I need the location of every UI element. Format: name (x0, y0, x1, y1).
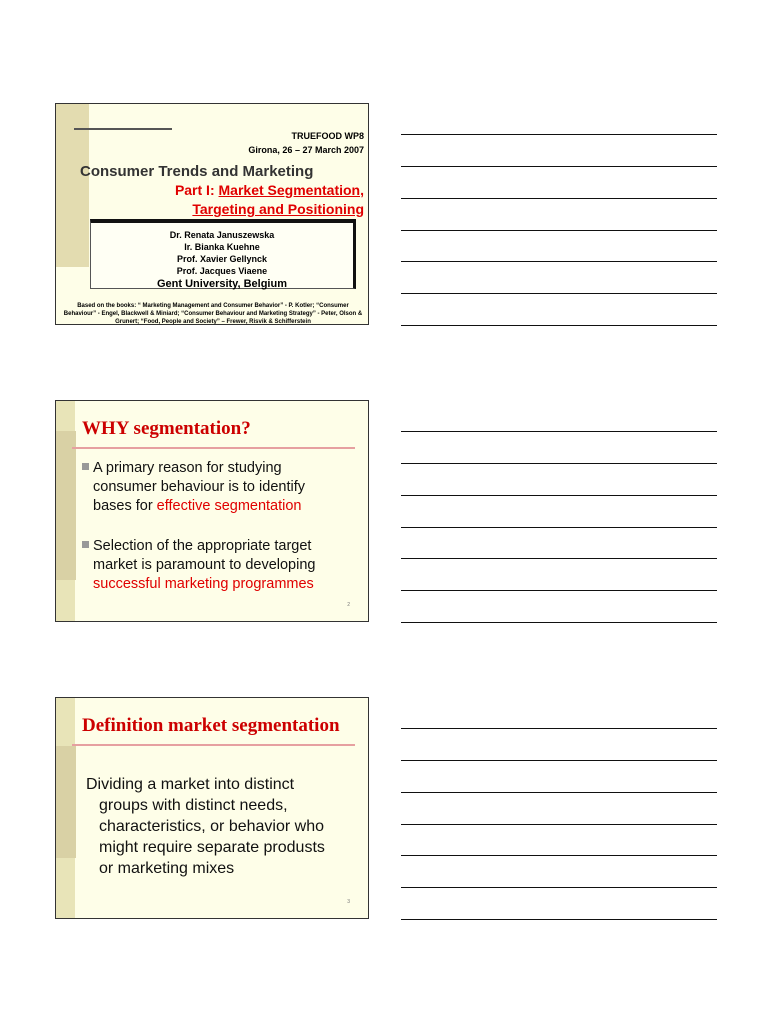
decorative-block (56, 431, 76, 580)
part-title-line2: Targeting and Positioning (192, 201, 364, 217)
page-number: 3 (347, 899, 350, 905)
title-slide (55, 103, 369, 325)
definition-slide (55, 697, 369, 919)
project-label: TRUEFOOD WP8 (291, 131, 364, 141)
note-line (401, 622, 717, 623)
note-line (401, 824, 717, 825)
part-prefix: Part I: (174, 182, 219, 198)
author: Prof. Jacques Viaene (176, 266, 268, 276)
part-underlined: Market Segmentation, (218, 182, 364, 198)
note-line (401, 198, 717, 199)
note-line (401, 887, 717, 888)
bullet-square-icon (82, 463, 89, 470)
author: Prof. Xavier Gellynck (176, 254, 268, 264)
note-line (401, 760, 717, 761)
note-line (401, 261, 717, 262)
bullet-item: A primary reason for studying consumer behaviour is to identify bases for effective segmentation (82, 459, 352, 516)
authors-box (90, 219, 356, 289)
note-line (401, 855, 717, 856)
note-line (401, 463, 717, 464)
bullet-item: Selection of the appropriate target market is paramount to developing successful marketing programmes (82, 537, 352, 594)
title-rule (72, 447, 355, 449)
page-number: 2 (347, 602, 350, 608)
author: Ir. Bianka Kuehne (184, 242, 260, 252)
title-rule (72, 744, 355, 746)
note-line (401, 325, 717, 326)
definition-text: Dividing a market into distinct groups with distinct needs, characteristics, or behavior who might require separate produsts or marketing mixes (86, 776, 325, 877)
part-title-line1 (175, 182, 364, 198)
why-segmentation-slide (55, 400, 369, 622)
note-line (401, 495, 717, 496)
note-line (401, 431, 717, 432)
accent-rule (74, 128, 172, 130)
note-line (401, 230, 717, 231)
source-footnote: Based on the books: “ Marketing Management and Consumer Behavior” - P. Kotler; “Consumer Behaviour” - Engel, Blackwell & Miniard; “Consumer Behaviour and Marketing Strategy” - Peter, Olson & Grunert; “Food, People and Society” – Frewer, Risvik & Schifferstein (63, 303, 363, 325)
slide-title: WHY segmentation? (82, 418, 251, 439)
decorative-block (56, 746, 76, 858)
highlighted-text: successful marketing programmes (93, 576, 314, 592)
note-line (401, 792, 717, 793)
slide-title: Definition market segmentation (82, 715, 340, 736)
note-line (401, 728, 717, 729)
note-line (401, 590, 717, 591)
slide-title: Consumer Trends and Marketing (80, 163, 314, 180)
author: Dr. Renata Januszewska (169, 230, 275, 240)
university: Gent University, Belgium (157, 278, 287, 290)
highlighted-text: effective segmentation (156, 498, 302, 514)
note-line (401, 527, 717, 528)
bullet-square-icon (82, 541, 89, 548)
note-line (401, 166, 717, 167)
event-date: Girona, 26 – 27 March 2007 (248, 145, 364, 155)
note-line (401, 558, 717, 559)
note-line (401, 293, 717, 294)
note-line (401, 919, 717, 920)
note-line (401, 134, 717, 135)
